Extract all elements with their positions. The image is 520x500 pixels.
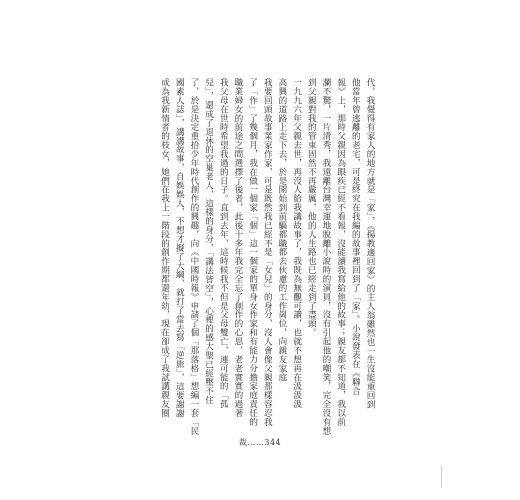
text-column: 了「作」了幾個月，我在做一個家「個」這一個家的單身女作家和有能力分擔家庭責任的 xyxy=(247,78,258,427)
text-column: 我父母在世時希望我過的日子。直到去年，這時候我不但是父母雙亡，連可能的「孤 xyxy=(218,78,229,409)
text-column: 我要回頭故事業家作家，可是既然我已經不是「女兒」的身分，沒人會像父親那樣容忍我 xyxy=(262,78,273,427)
text-column: 成為我新情者的枝女，她們在我上一階段的創作期都還年幼，現在卻成了我試講親友圈 xyxy=(159,78,170,418)
vertical-text-block xyxy=(159,78,375,436)
text-column: 他當年曾逃離的老宅，可是終究在我編的故事裡回到了「家」。小說發表在《聯合 xyxy=(350,78,361,396)
text-column: 代，我覺得有家人的地方就是「家」，《揚教適回家》的主人翁雖然也一生沒能重回到 xyxy=(365,78,375,409)
text-column: 一九九六年父親去世，再沒人給我講故事了，我既為無觀可讀，也就不想再在汲汲汲 xyxy=(291,78,302,409)
text-column: 職業婦女的前途之間選擇了後者，此後十多年我完全忘了創作的心思，老老實實的過著 xyxy=(232,78,243,418)
text-column: 國素人誌」，講講故事，自娛娛人，不想才擬了大綱，就打了當去寫「逆旅」，這要謝謝 xyxy=(174,78,185,418)
text-column: 了，於是決定重拾少年時代創作的興趣，向《中國時報》申請了個「那落格」想編一套「民 xyxy=(188,78,199,436)
page-number-footer: 裁……344 xyxy=(238,438,282,447)
text-column: 高興的道路上走下去，於是開始到前驅都職都去伙慮的工作崗位，向親友家庭 xyxy=(276,78,287,382)
text-column: 報》上，那時父親因為眼疾已經不看報，沒能讀我寫給他的故事；親友都不知道，我以前 xyxy=(335,78,346,427)
crop-mark xyxy=(441,466,442,488)
text-column: 到父親對我的管束固然不再嚴厲，他的人生路也已經走到了盡頭。 xyxy=(306,78,317,337)
text-column: 兒」，還成了退休的空巢老人，這樣的身分，「講法皆空」，心裡的感大聖已經壓不住 xyxy=(203,78,214,405)
text-column: 瀾不驚，一片清秀，我遠離台灣幸運地脫離小說時的演員，沒有引起他的嘲笑，完全沒有想 xyxy=(320,78,331,436)
